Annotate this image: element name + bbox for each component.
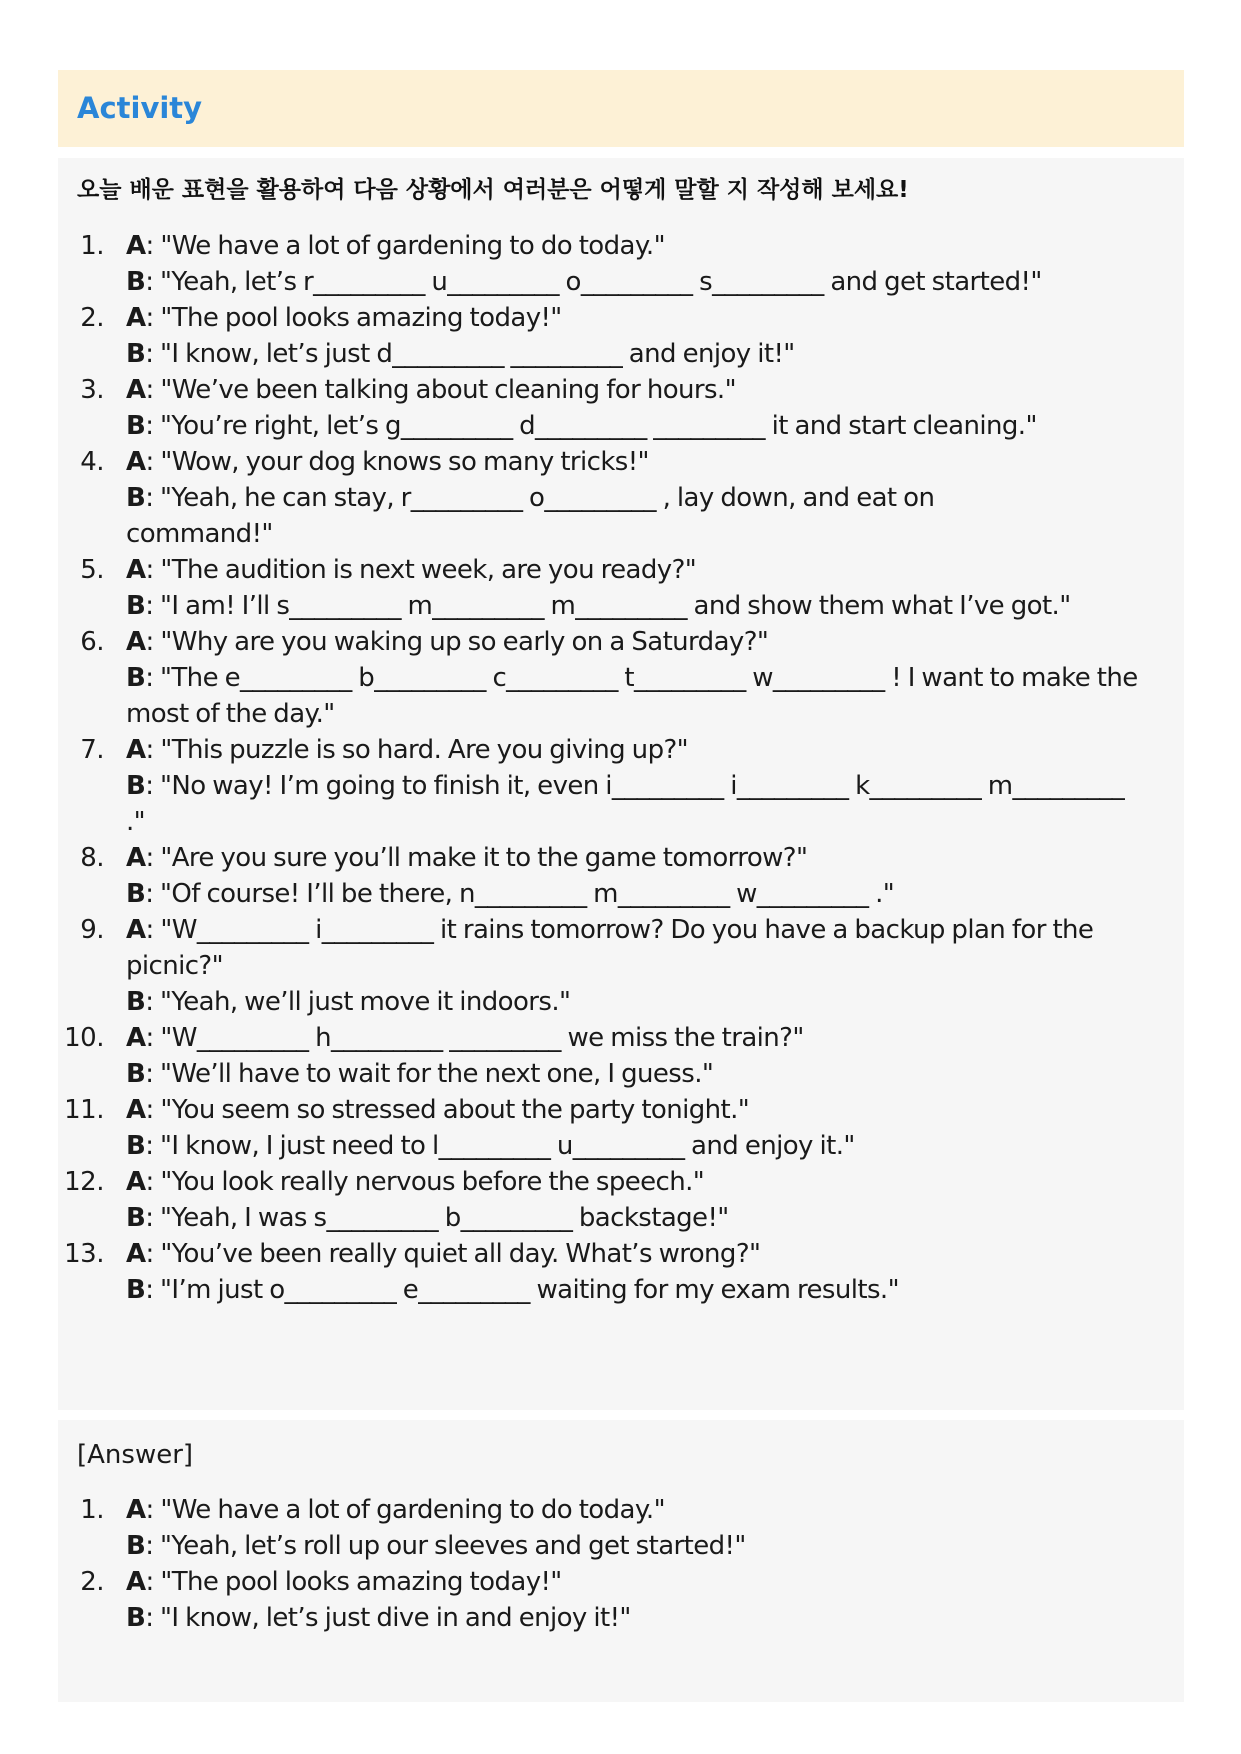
line-b-text: : "I know, I just need to l_________ u_________ and enjoy it." bbox=[145, 1131, 855, 1161]
line-b-text: : "Yeah, let’s roll up our sleeves and get started!" bbox=[145, 1531, 746, 1561]
line-b bbox=[126, 336, 1184, 372]
line-a-text: : "The audition is next week, are you ready?" bbox=[145, 555, 697, 585]
line-b-text: : "The e_________ b_________ c_________ t_________ w_________ ! I want to make the most of the day." bbox=[126, 663, 1138, 729]
speaker-a: A bbox=[126, 1567, 146, 1597]
speaker-b: B bbox=[126, 1275, 146, 1305]
line-a bbox=[126, 552, 1184, 588]
line-a bbox=[126, 1092, 1184, 1128]
list-item bbox=[58, 444, 1184, 552]
speaker-a: A bbox=[126, 1095, 146, 1125]
speaker-b: B bbox=[126, 987, 146, 1017]
line-a-text: : "The pool looks amazing today!" bbox=[145, 1567, 562, 1597]
line-b bbox=[126, 1272, 1184, 1308]
speaker-a: A bbox=[126, 231, 146, 261]
list-item bbox=[58, 732, 1184, 840]
line-a-text: : "We have a lot of gardening to do today." bbox=[145, 1495, 665, 1525]
line-b bbox=[126, 264, 1076, 300]
line-a-text: : "Wow, your dog knows so many tricks!" bbox=[145, 447, 649, 477]
list-item bbox=[58, 300, 1184, 372]
list-item bbox=[58, 840, 1184, 912]
item-number: 7. bbox=[80, 735, 104, 765]
line-a bbox=[126, 840, 1184, 876]
line-a bbox=[126, 444, 1184, 480]
line-b bbox=[126, 768, 1126, 840]
item-number: 13. bbox=[64, 1239, 104, 1269]
line-a bbox=[126, 1236, 1184, 1272]
speaker-b: B bbox=[126, 771, 146, 801]
line-b-text: : "I know, let’s just dive in and enjoy it!" bbox=[145, 1603, 631, 1633]
item-number: 2. bbox=[80, 303, 104, 333]
speaker-a: A bbox=[126, 303, 146, 333]
line-a bbox=[126, 1564, 1184, 1600]
line-b-text: : "No way! I’m going to finish it, even i_________ i_________ k_________ m_________ ." bbox=[126, 771, 1125, 837]
speaker-b: B bbox=[126, 1203, 146, 1233]
line-b-text: : "Yeah, let’s r_________ u_________ o_________ s_________ and get started!" bbox=[145, 267, 1042, 297]
speaker-a: A bbox=[126, 1167, 146, 1197]
item-number: 6. bbox=[80, 627, 104, 657]
line-a bbox=[126, 624, 1184, 660]
line-a bbox=[126, 300, 1184, 336]
line-a-text: : "You look really nervous before the speech." bbox=[145, 1167, 705, 1197]
line-b bbox=[126, 480, 1066, 552]
list-item bbox=[58, 1492, 1184, 1564]
activity-header bbox=[58, 70, 1184, 147]
line-b bbox=[126, 984, 1184, 1020]
speaker-a: A bbox=[126, 555, 146, 585]
line-b-text: : "Yeah, I was s_________ b_________ backstage!" bbox=[145, 1203, 729, 1233]
line-a-text: : "We have a lot of gardening to do today." bbox=[145, 231, 665, 261]
line-a bbox=[126, 1020, 1184, 1056]
line-b-text: : "I know, let’s just d_________ _________ and enjoy it!" bbox=[145, 339, 795, 369]
list-item bbox=[58, 372, 1184, 444]
line-a bbox=[126, 732, 1184, 768]
item-number: 4. bbox=[80, 447, 104, 477]
list-item bbox=[58, 1092, 1184, 1164]
list-item bbox=[58, 624, 1184, 732]
speaker-b: B bbox=[126, 879, 146, 909]
activity-panel bbox=[58, 158, 1184, 1410]
answer-panel bbox=[58, 1420, 1184, 1702]
line-a-text: : "You’ve been really quiet all day. What’s wrong?" bbox=[145, 1239, 761, 1269]
line-b-text: : "We’ll have to wait for the next one, I guess." bbox=[145, 1059, 714, 1089]
line-a bbox=[126, 1164, 1184, 1200]
list-item bbox=[58, 552, 1184, 624]
line-b bbox=[126, 1056, 1184, 1092]
activity-title: Activity bbox=[77, 91, 203, 125]
line-a-text: : "This puzzle is so hard. Are you giving up?" bbox=[145, 735, 689, 765]
line-a-text: : "Are you sure you’ll make it to the game tomorrow?" bbox=[145, 843, 808, 873]
line-b-text: : "Yeah, we’ll just move it indoors." bbox=[145, 987, 571, 1017]
speaker-a: A bbox=[126, 447, 146, 477]
item-number: 1. bbox=[80, 231, 104, 261]
line-b bbox=[126, 876, 1184, 912]
line-b-text: : "You’re right, let’s g_________ d_________ _________ it and start cleaning." bbox=[145, 411, 1037, 441]
speaker-b: B bbox=[126, 1603, 146, 1633]
speaker-a: A bbox=[126, 735, 146, 765]
speaker-a: A bbox=[126, 915, 146, 945]
line-a bbox=[126, 372, 1184, 408]
line-a-text: : "W_________ i_________ it rains tomorrow? Do you have a backup plan for the picnic?" bbox=[126, 915, 1094, 981]
speaker-b: B bbox=[126, 267, 146, 297]
list-item bbox=[58, 1164, 1184, 1236]
speaker-b: B bbox=[126, 339, 146, 369]
activity-list bbox=[58, 228, 1184, 1308]
list-item bbox=[58, 1020, 1184, 1092]
speaker-a: A bbox=[126, 1239, 146, 1269]
line-a-text: : "We’ve been talking about cleaning for hours." bbox=[145, 375, 736, 405]
speaker-b: B bbox=[126, 411, 146, 441]
line-a bbox=[126, 228, 1184, 264]
line-b-text: : "I am! I’ll s_________ m_________ m_________ and show them what I’ve got." bbox=[145, 591, 1071, 621]
speaker-a: A bbox=[126, 627, 146, 657]
speaker-a: A bbox=[126, 1495, 146, 1525]
line-b bbox=[126, 1200, 1184, 1236]
line-a bbox=[126, 1492, 1184, 1528]
line-b-text: : "Yeah, he can stay, r_________ o_________ , lay down, and eat on command!" bbox=[126, 483, 935, 549]
line-b-text: : "I’m just o_________ e_________ waiting for my exam results." bbox=[145, 1275, 899, 1305]
speaker-b: B bbox=[126, 1059, 146, 1089]
item-number: 5. bbox=[80, 555, 104, 585]
line-a-text: : "The pool looks amazing today!" bbox=[145, 303, 562, 333]
speaker-a: A bbox=[126, 843, 146, 873]
item-number: 1. bbox=[80, 1495, 104, 1525]
item-number: 11. bbox=[64, 1095, 104, 1125]
answer-list bbox=[58, 1492, 1184, 1636]
item-number: 12. bbox=[64, 1167, 104, 1197]
list-item bbox=[58, 1564, 1184, 1636]
answer-heading: [Answer] bbox=[77, 1440, 194, 1470]
speaker-b: B bbox=[126, 663, 146, 693]
line-a-text: : "W_________ h_________ _________ we miss the train?" bbox=[145, 1023, 804, 1053]
line-b bbox=[126, 660, 1166, 732]
speaker-b: B bbox=[126, 1131, 146, 1161]
line-a-text: : "You seem so stressed about the party tonight." bbox=[145, 1095, 750, 1125]
line-b bbox=[126, 1528, 1184, 1564]
line-a-text: : "Why are you waking up so early on a Saturday?" bbox=[145, 627, 769, 657]
line-b bbox=[126, 1128, 1184, 1164]
line-b bbox=[126, 408, 1184, 444]
speaker-b: B bbox=[126, 1531, 146, 1561]
list-item bbox=[58, 1236, 1184, 1308]
list-item bbox=[58, 228, 1184, 300]
speaker-b: B bbox=[126, 591, 146, 621]
item-number: 9. bbox=[80, 915, 104, 945]
speaker-a: A bbox=[126, 1023, 146, 1053]
item-number: 8. bbox=[80, 843, 104, 873]
instruction-text: 오늘 배운 표현을 활용하여 다음 상황에서 여러분은 어떻게 말할 지 작성해 보세요! bbox=[77, 177, 909, 203]
speaker-a: A bbox=[126, 375, 146, 405]
line-b bbox=[126, 588, 1126, 624]
item-number: 2. bbox=[80, 1567, 104, 1597]
item-number: 3. bbox=[80, 375, 104, 405]
line-b-text: : "Of course! I’ll be there, n_________ m_________ w_________ ." bbox=[145, 879, 895, 909]
item-number: 10. bbox=[64, 1023, 104, 1053]
line-a bbox=[126, 912, 1156, 984]
speaker-b: B bbox=[126, 483, 146, 513]
list-item bbox=[58, 912, 1184, 1020]
line-b bbox=[126, 1600, 1184, 1636]
